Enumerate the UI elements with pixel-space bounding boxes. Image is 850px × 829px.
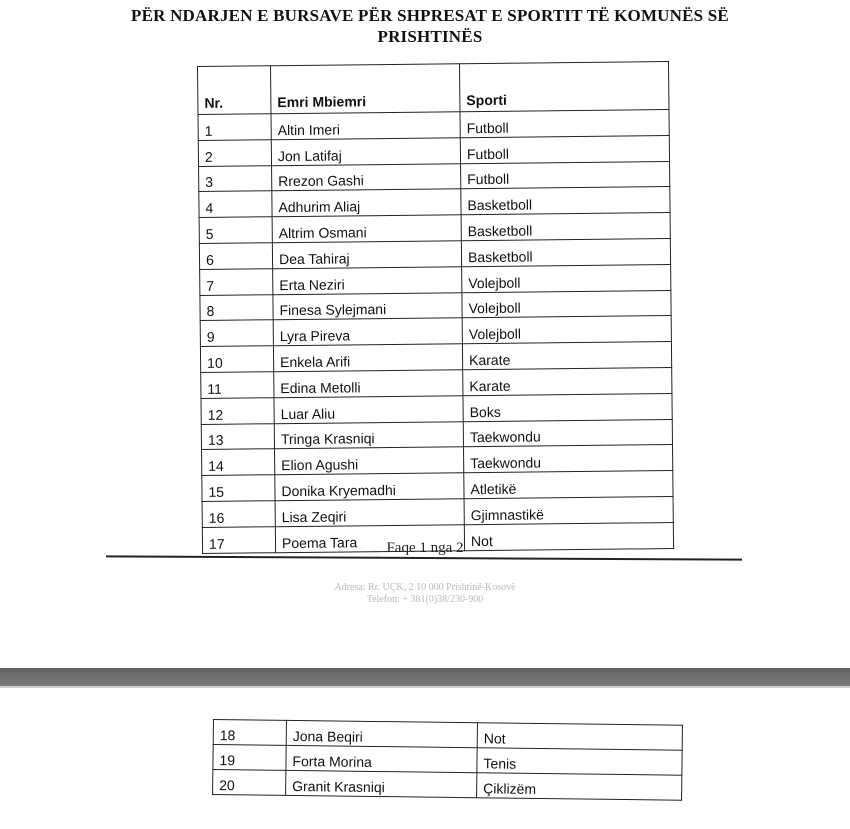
student-name: Granit Krasniqi (286, 770, 477, 797)
row-number: 16 (202, 501, 275, 528)
student-name: Poema Tara (275, 524, 464, 552)
student-name: Lyra Pireva (273, 318, 462, 346)
sport-name: Atletikë (464, 471, 673, 499)
column-header-nr: Nr. (198, 66, 271, 115)
row-number: 6 (199, 243, 272, 270)
footer-phone: Telefon: + 381(0)38/230-900 (366, 594, 484, 605)
student-name: Altin Imeri (271, 112, 460, 140)
student-name: Tringa Krasniqi (274, 421, 463, 449)
row-number: 18 (213, 720, 286, 746)
student-name: Finesa Sylejmani (273, 292, 462, 320)
document-page-2 (0, 688, 850, 829)
row-number: 17 (202, 526, 275, 553)
sport-name: Karate (463, 368, 672, 396)
sport-name: Taekwondu (464, 445, 673, 473)
row-number: 20 (213, 770, 286, 796)
row-number: 19 (213, 745, 286, 771)
page-number: Faqe 1 nga 2 (386, 540, 464, 556)
row-number: 7 (200, 269, 273, 296)
row-number: 5 (199, 217, 272, 244)
student-name: Altrim Osmani (272, 215, 461, 243)
row-number: 8 (200, 294, 273, 321)
row-number: 15 (202, 475, 275, 502)
sport-name: Boks (463, 393, 672, 421)
page-separator (0, 668, 850, 686)
student-name: Rrezon Gashi (272, 163, 461, 191)
row-number: 9 (200, 320, 273, 347)
sport-name: Volejboll (462, 290, 671, 318)
row-number: 12 (201, 397, 274, 424)
student-name: Edina Metolli (274, 370, 463, 398)
sport-name: Volejboll (462, 264, 671, 292)
row-number: 3 (199, 165, 272, 192)
student-name: Donika Kryemadhi (275, 473, 464, 501)
sport-name: Basketboll (461, 213, 670, 241)
student-name: Dea Tahiraj (272, 241, 461, 269)
student-name: Jona Beqiri (286, 720, 477, 747)
column-header-sport: Sporti (459, 62, 668, 112)
footer-address: Adresa: Rr. UÇK, 2 10 000 Prishtinë-Kosovë (334, 582, 516, 593)
sport-name: Futboll (461, 161, 670, 189)
row-number: 13 (201, 423, 274, 450)
scholarship-table-continued (212, 719, 683, 801)
student-name: Lisa Zeqiri (275, 499, 464, 527)
student-name: Forta Morina (286, 745, 477, 772)
sport-name: Çiklizëm (477, 773, 682, 801)
row-number: 2 (198, 140, 271, 167)
table-row (213, 770, 682, 801)
sport-name: Futboll (460, 110, 669, 138)
student-name: Elion Agushi (275, 447, 464, 475)
sport-name: Gjimnastikë (464, 496, 673, 524)
student-name: Erta Neziri (273, 267, 462, 295)
row-number: 10 (200, 346, 273, 373)
sport-name: Karate (462, 342, 671, 370)
document-title-line2: PRISHTINËS (377, 27, 483, 46)
row-number: 1 (198, 114, 271, 141)
document-title: PËR NDARJEN E BURSAVE PËR SHPRESAT E SPORTIT TË KOMUNËS SË (131, 6, 729, 25)
sport-name: Not (477, 723, 682, 751)
student-name: Adhurim Aliaj (272, 189, 461, 217)
row-number: 14 (202, 449, 275, 476)
sport-name: Basketboll (461, 239, 670, 267)
sport-name: Basketboll (461, 187, 670, 215)
student-name: Jon Latifaj (271, 138, 460, 166)
sport-name: Tenis (477, 748, 682, 776)
row-number: 4 (199, 191, 272, 218)
student-name: Luar Aliu (274, 395, 463, 423)
sport-name: Not (464, 522, 673, 550)
sport-name: Futboll (460, 135, 669, 163)
sport-name: Volejboll (462, 316, 671, 344)
row-number: 11 (201, 372, 274, 399)
student-name: Enkela Arifi (273, 344, 462, 372)
column-header-name: Emri Mbiemri (271, 64, 460, 114)
table-header-row (198, 62, 669, 115)
sport-name: Taekwondu (463, 419, 672, 447)
scholarship-table (197, 61, 674, 553)
